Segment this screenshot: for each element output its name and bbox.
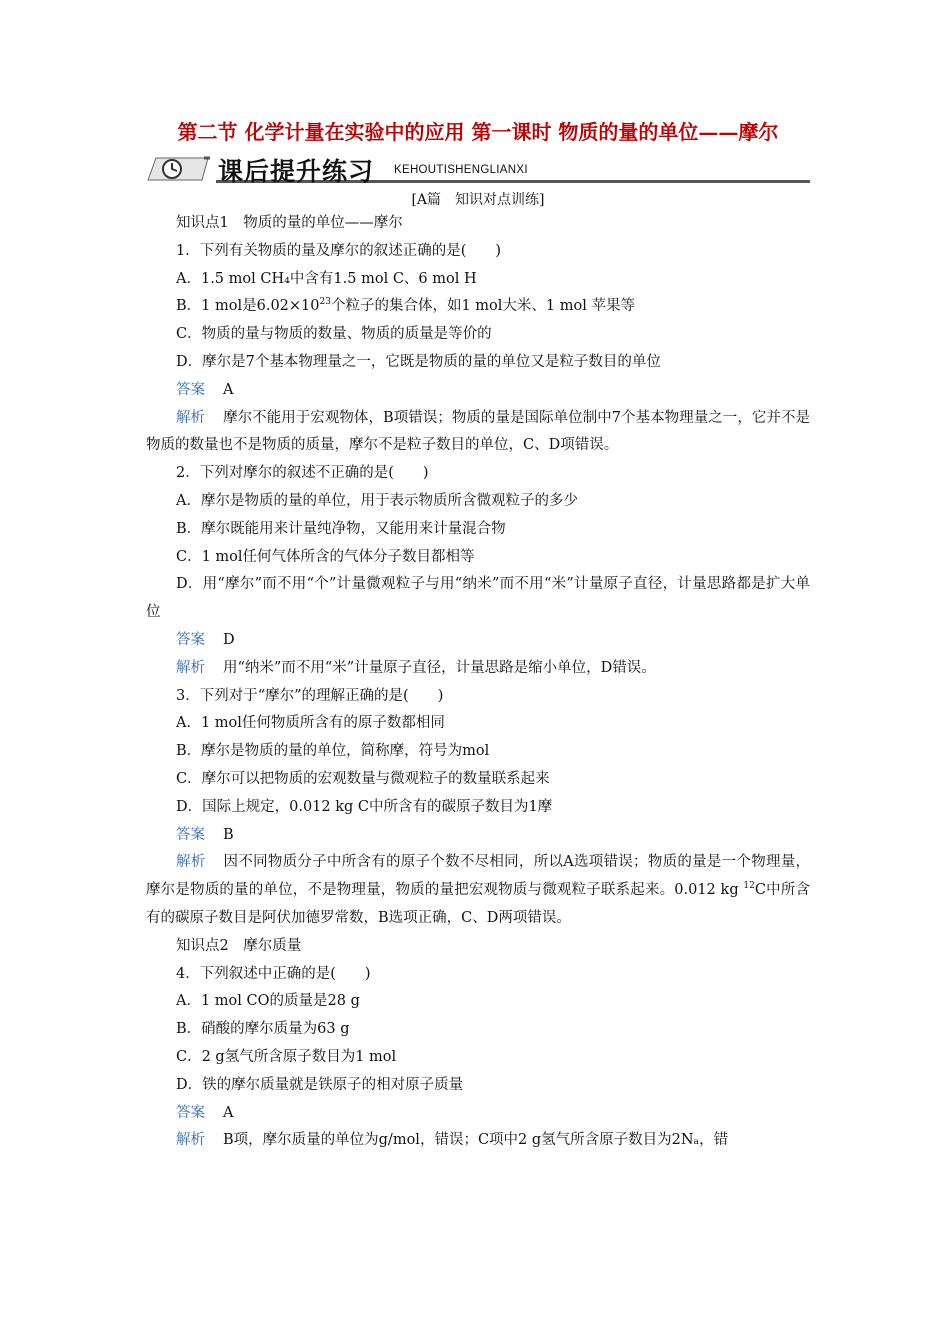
- question-2-answer: 答案 D: [176, 631, 235, 648]
- question-1-stem: 1．下列有关物质的量及摩尔的叙述正确的是( ): [176, 242, 502, 259]
- clock-icon: [146, 154, 210, 184]
- question-3-option-a: A．1 mol任何物质所含有的原子数都相同: [176, 715, 445, 732]
- question-3-answer: 答案 B: [176, 826, 234, 843]
- question-1-option-c: C．物质的量与物质的数量、物质的质量是等价的: [176, 326, 492, 343]
- question-1-analysis: 解析 摩尔不能用于宏观物体，B项错误；物质的量是国际单位制中7个基本物理量之一，它并不是物质的数量也不是物质的质量，摩尔不是粒子数目的单位，C、D项错误。: [146, 409, 810, 454]
- section-banner: [146, 150, 810, 186]
- question-1-option-a: A．1.5 mol CH₄中含有1.5 mol C、6 mol H: [176, 270, 477, 287]
- question-4-option-b: B．硝酸的摩尔质量为63 g: [176, 1021, 350, 1038]
- question-2-option-c: C．1 mol任何气体所含的气体分子数目都相等: [176, 548, 475, 565]
- banner-title: 课后提升练习: [218, 157, 375, 186]
- question-4-option-c: C．2 g氢气所含原子数目为1 mol: [176, 1048, 397, 1065]
- question-2-analysis: 解析 用“纳米”而不用“米”计量原子直径，计量思路是缩小单位，D错误。: [176, 659, 656, 676]
- question-3-analysis: 解析 因不同物质分子中所含有的原子个数不尽相同，所以A选项错误；物质的量是一个物理量，摩尔是物质的量的单位，不是物理量，物质的量把宏观物质与微观粒子联系起来。0.012 kg $^{12}$C中所含有的碳原子数目是阿伏加德罗常数，B选项正确，C、D两项错误。: [146, 854, 811, 926]
- question-1-option-b: B．1 mol是$6.02\times 10^{23}$个粒子的集合体，如1 mol大米、1 mol 苹果等: [176, 297, 635, 315]
- question-4-option-a: A．1 mol CO的质量是28 g: [176, 993, 360, 1010]
- question-3-option-c: C．摩尔可以把物质的宏观数量与微观粒子的数量联系起来: [176, 770, 550, 787]
- question-3-option-b: B．摩尔是物质的量的单位，简称摩，符号为mol: [176, 743, 490, 760]
- question-4-option-d: D．铁的摩尔质量就是铁原子的相对原子质量: [176, 1076, 464, 1093]
- document-page: [146, 118, 810, 1155]
- question-4-analysis: 解析 B项，摩尔质量的单位为g/mol，错误；C项中2 g氢气所含原子数目为2Nₐ，错: [176, 1132, 729, 1149]
- question-2-option-b: B．摩尔既能用来计量纯净物，又能用来计量混合物: [176, 520, 506, 537]
- question-1-answer: 答案 A: [176, 381, 234, 398]
- question-3-option-d: D．国际上规定，0.012 kg C中所含有的碳原子数目为1摩: [176, 798, 553, 815]
- question-4-stem: 4．下列叙述中正确的是( ): [176, 965, 371, 982]
- question-2-stem: 2．下列对摩尔的叙述不正确的是( ): [176, 465, 429, 482]
- section-heading: [A篇 知识对点训练]: [411, 192, 545, 208]
- knowledge-point-1: 知识点1 物质的量的单位——摩尔: [176, 215, 403, 231]
- question-1-option-d: D．摩尔是7个基本物理量之一，它既是物质的量的单位又是粒子数目的单位: [176, 353, 661, 370]
- question-2-option-a: A．摩尔是物质的量的单位，用于表示物质所含微观粒子的多少: [176, 492, 578, 509]
- question-3-stem: 3．下列对于“摩尔”的理解正确的是( ): [176, 687, 444, 704]
- banner-subtitle: KEHOUTISHENGLIANXI: [394, 164, 528, 176]
- question-2-option-d: D．用“摩尔”而不用“个”计量微观粒子与用“纳米”而不用“米”计量原子直径，计量思路都是扩大单位: [146, 576, 810, 621]
- question-4-answer: 答案 A: [176, 1104, 234, 1121]
- page-title: 第二节 化学计量在实验中的应用 第一课时 物质的量的单位——摩尔: [177, 120, 779, 144]
- knowledge-point-2: 知识点2 摩尔质量: [176, 937, 302, 954]
